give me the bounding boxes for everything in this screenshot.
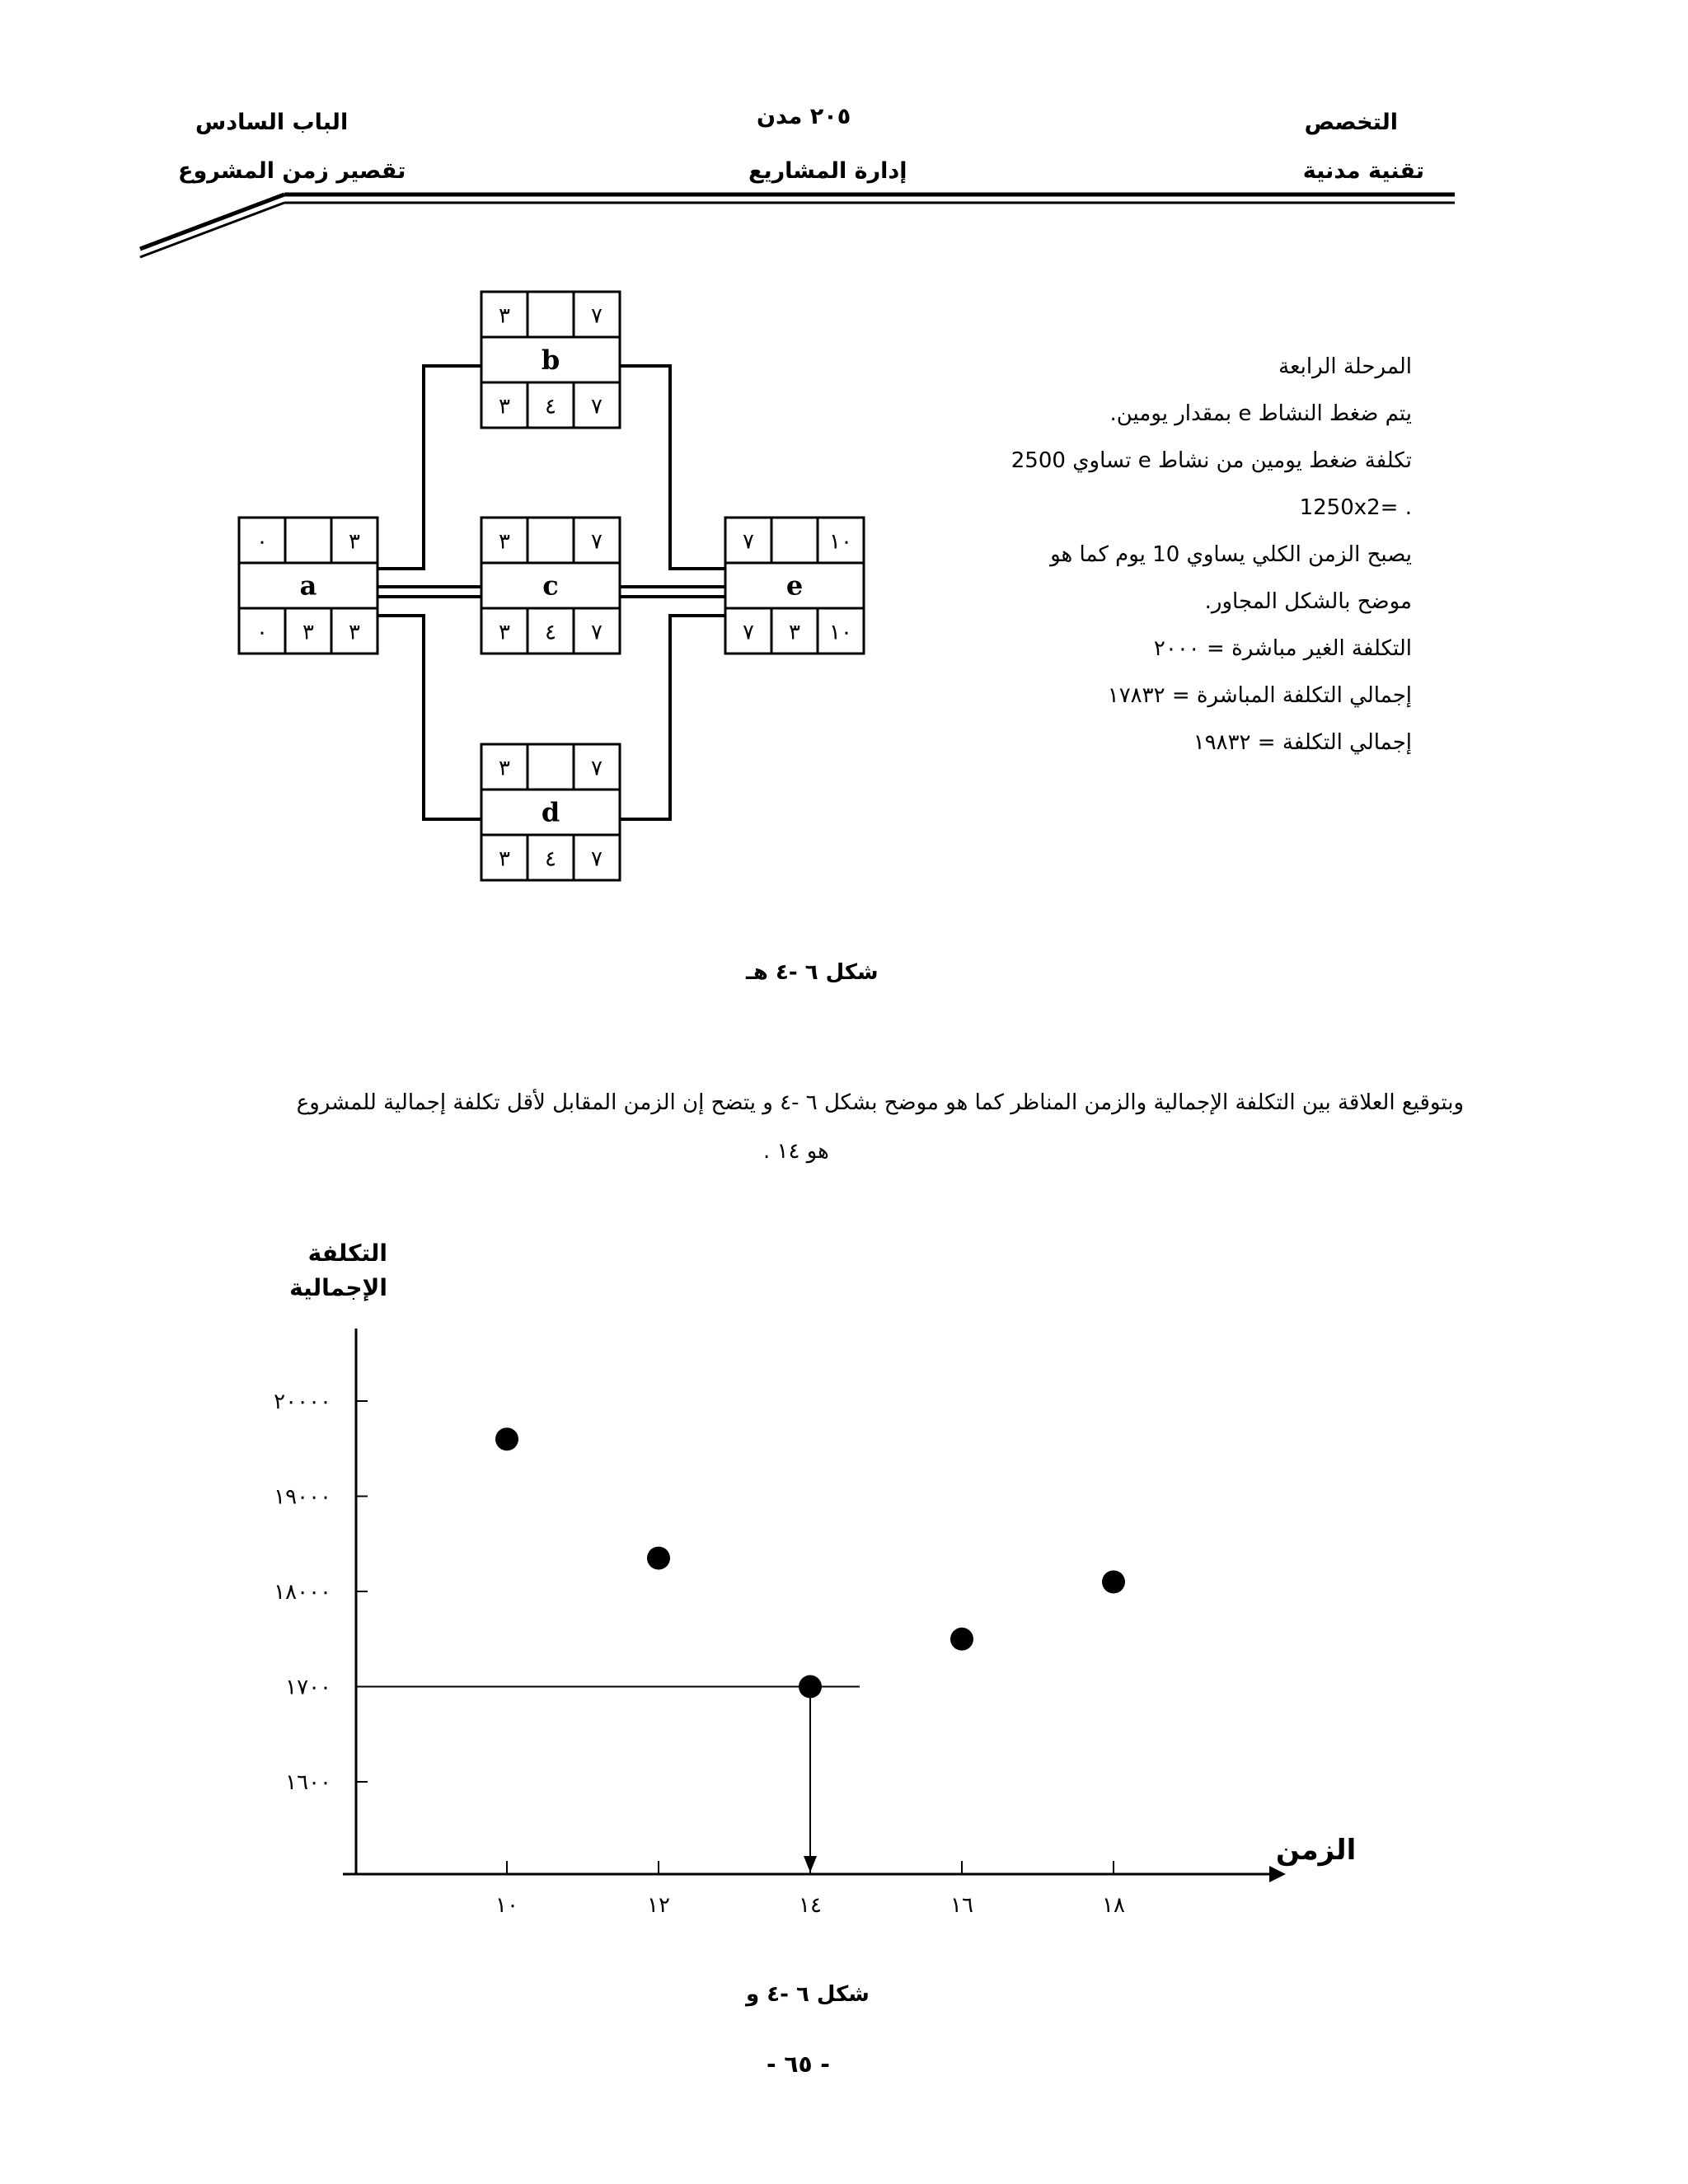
x-tick-label: ١٨ xyxy=(1102,1893,1125,1918)
node-late-cell: ٧ xyxy=(743,620,754,645)
y-tick-label: ١٨٠٠٠ xyxy=(274,1580,331,1605)
chart-ticks xyxy=(274,1390,1125,1918)
node-late-cell: ٣ xyxy=(499,846,510,872)
figure-caption-5e: شكل ٦ -٤ هـ xyxy=(746,960,879,985)
chart-ylabel-text: التكلفة الإجمالية xyxy=(289,1240,387,1301)
node-late-cell: ٤ xyxy=(545,620,556,645)
chart-marks xyxy=(356,1427,1125,1872)
node-late-cell: ٧ xyxy=(591,620,603,645)
node-early-cell: ٧ xyxy=(743,529,754,555)
node-label: b xyxy=(541,344,560,376)
data-point xyxy=(799,1675,822,1699)
node-early-cell: ٧ xyxy=(591,303,603,329)
node-late-cell: ٣ xyxy=(349,620,360,645)
node-early-cell: ٧ xyxy=(591,756,603,781)
node-early-cell: ٣ xyxy=(499,756,510,781)
header-chapter-label: الباب السادس xyxy=(195,110,349,135)
body-paragraph-line1: وبتوقيع العلاقة بين التكلفة الإجمالية والزمن المناظر كما هو موضح بشكل ٦ -٤ و يتضح إن الزمن المقابل لأقل تكلفة إجمالية للمشروع xyxy=(296,1090,1464,1115)
header-chapter-title: تقصير زمن المشروع xyxy=(178,158,406,184)
x-tick-label: ١٠ xyxy=(495,1893,518,1918)
node-late-cell: ١٠ xyxy=(829,620,852,645)
node-late-cell: ٣ xyxy=(789,620,800,645)
node-label: a xyxy=(299,569,317,602)
header-course-name: إدارة المشاريع xyxy=(748,158,907,184)
node-early-cell: ٣ xyxy=(499,529,510,555)
min-cost-guide-arrowhead xyxy=(804,1856,817,1872)
y-tick-label: ١٦٠٠ xyxy=(285,1770,331,1795)
page-number: - ٦٥ - xyxy=(767,2050,830,2078)
header-specialty-value: تقنية مدنية xyxy=(1302,158,1424,184)
node-early-cell: ١٠ xyxy=(829,529,852,555)
header-specialty-label: التخصص xyxy=(1304,110,1398,135)
x-tick-label: ١٢ xyxy=(647,1893,670,1918)
node-early-cell: ٧ xyxy=(591,529,603,555)
node-late-cell: ٧ xyxy=(591,394,603,419)
stage-line: إجمالي التكلفة = ١٩٨٣٢ xyxy=(1193,730,1412,755)
node-label: d xyxy=(541,796,560,828)
node-late-cell: ٠ xyxy=(256,620,268,645)
node-early-cell: ٠ xyxy=(256,529,268,555)
stage-line: تكلفة ضغط يومين من نشاط e تساوي 2500 xyxy=(1010,448,1412,473)
x-tick-label: ١٤ xyxy=(799,1893,822,1918)
node-late-cell: ٤ xyxy=(545,846,556,872)
body-paragraph-line2: هو ١٤ . xyxy=(763,1139,829,1164)
node-late-cell: ٧ xyxy=(591,846,603,872)
y-tick-label: ١٧٠٠ xyxy=(285,1675,331,1700)
stage-line: المرحلة الرابعة xyxy=(1278,354,1412,379)
node-early-cell: ٣ xyxy=(499,303,510,329)
data-point xyxy=(495,1427,518,1451)
header-course-code: ٢٠٥ مدن xyxy=(757,104,851,129)
x-axis-arrowhead xyxy=(1269,1866,1286,1882)
node-late-cell: ٤ xyxy=(545,394,556,419)
stage-line: موضح بالشكل المجاور. xyxy=(1204,589,1412,614)
node-late-cell: ٣ xyxy=(302,620,314,645)
data-point xyxy=(1102,1570,1125,1593)
stage-line: يتم ضغط النشاط e بمقدار يومين. xyxy=(1109,401,1412,426)
stage-line: إجمالي التكلفة المباشرة = ١٧٨٣٢ xyxy=(1107,683,1412,708)
figure-caption-4w: شكل ٦ -٤ و xyxy=(746,1982,870,2007)
node-late-cell: ٣ xyxy=(499,394,510,419)
chart-axes xyxy=(343,1329,1269,1874)
node-label: e xyxy=(785,569,804,602)
chart-xlabel: الزمن xyxy=(1276,1834,1357,1867)
stage-line: التكلفة الغير مباشرة = ٢٠٠٠ xyxy=(1153,636,1412,661)
node-late-cell: ٣ xyxy=(499,620,510,645)
node-early-cell: ٣ xyxy=(349,529,360,555)
data-point xyxy=(647,1547,670,1570)
stage-line: . =1250x2 xyxy=(1299,495,1412,520)
x-tick-label: ١٦ xyxy=(950,1893,973,1918)
y-tick-label: ٢٠٠٠٠ xyxy=(274,1390,331,1414)
data-point xyxy=(950,1628,973,1651)
node-label: c xyxy=(542,569,559,602)
stage-line: يصبح الزمن الكلي يساوي 10 يوم كما هو xyxy=(1050,542,1412,567)
y-tick-label: ١٩٠٠٠ xyxy=(274,1484,331,1510)
